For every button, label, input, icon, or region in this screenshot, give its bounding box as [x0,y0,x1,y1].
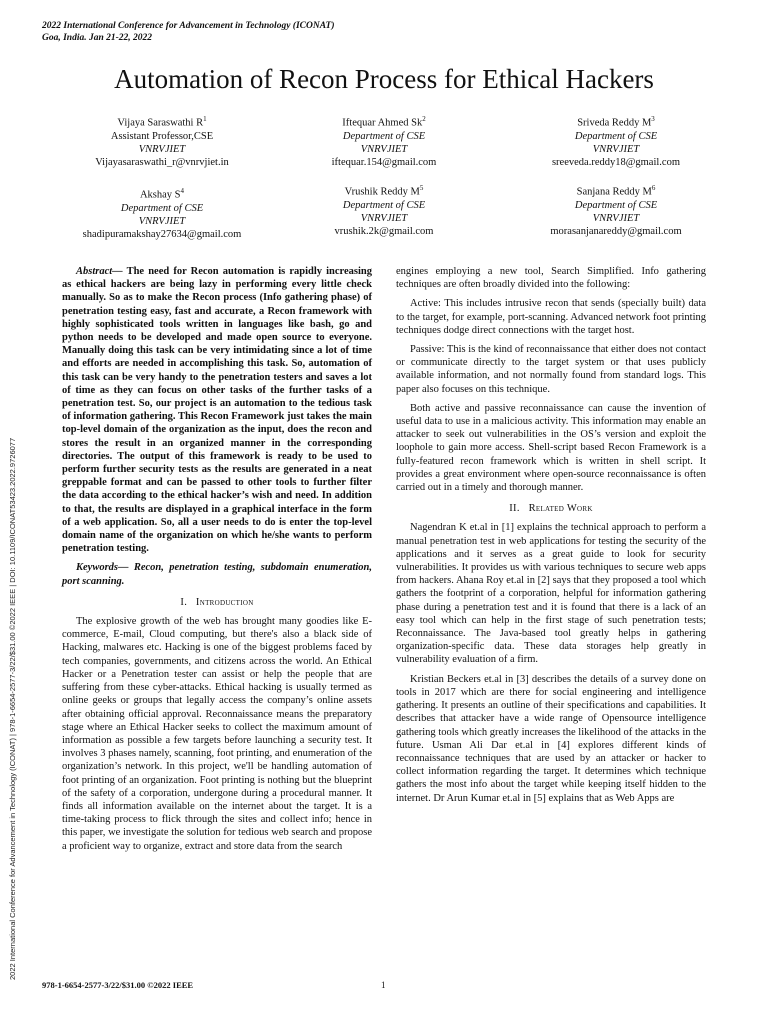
author-block-6 [516,182,716,238]
section-heading-related-work [396,502,706,515]
author-sup: 5 [419,184,424,192]
author-block-3 [516,113,716,169]
author-role: Assistant Professor,CSE [110,130,214,142]
author-email: sreeveda.reddy18@gmail.com [551,156,681,168]
paragraph-continued: engines employing a new tool, Search Simplified. Info gathering techniques are often broadly divided into the following: [396,266,706,291]
paragraph-both: Both active and passive reconnaissance can cause the invention of useful data to use in a malicious activity. This information may enable an attacker to seek out vulnerabilities in the OS’s version and exploit the loophole to gain more access. Shell-script based Recon Framework is a fully-featured recon framework which is written in shell script. It provides a great environment where open-source reconnaissance is often carried out in a timely and thorough manner. [396,402,706,494]
author-block-5 [284,182,484,238]
author-email: morasanjanareddy@gmail.com [550,225,682,237]
related-work-paragraph-2: Kristian Beckers et.al in [3] describes the details of a survey done on tools in 2017 which are there for social engineering and intelligence gathering. It presents an outline of their specifications and capabilities. It describes that attacker have a wide range of Opensource intelligence gathering tools which greatly increases the likelihood of the attacks in the future. Usman Ali Dar et.al in [4] explores different kinds of reconnaissance techniques that are used by an attacker or hacker to collect information regarding the target. It determines which technique gathers the most info about the target while keeping itself hidden to the internet. Dr Arun Kumar et.al in [5] explains that as Web Apps are [396,673,706,804]
author-sup: 6 [651,184,656,192]
doi-side-strip: 2022 International Conference for Advancement in Technology (ICONAT) | 978-1-6654-2577-3/22/$31.00 ©2022 IEEE | DOI: 10.1109/ICONAT53423.2022.9726077 [8,437,17,980]
author-org: VNRVJIET [592,212,640,224]
keywords-text: Recon, penetration testing, subdomain enumeration, port scanning. [62,562,373,587]
paper-title: Automation of Recon Process for Ethical Hackers [114,64,654,94]
author-name: Iftequar Ahmed Sk [342,117,423,129]
author-name: Sanjana Reddy M [576,186,652,198]
author-block-4 [52,185,272,241]
abstract-text: The need for Recon automation is rapidly increasing as ethical hackers are being lazy in performing every little check manually. So as to make the Recon process (Info gathering phase) of penetration testing easy, fast and accurate, a Recon framework with highly sophisticated tools written in languages like bash, go and python needs to be developed and made open source to everyone. Manually doing this task can be very intimidating since a lot of time and efforts are needed in accomplishing this task. So, automation of this task can be very handy to the penetration testers and saves a lot of time as they can focus on other tasks of the further tasks of a penetration test. So, our project is an automation to the tedious task of information gathering. This Recon Framework just takes the main top-level domain of the organization as the input, does the recon and stores the result in an organized manner in the corresponding directories. The output of this framework is ready to be used to perform further security tests as the results are generated in a neat greppable format and can be passed to other tools to further filter the data according to the ethical hacker’s wish and need. In addition to that, the results are displayed in a graphical interface in the form of a web application. So, all a user needs to do is enter the top-level domain name of the organization on which he/she wants to perform penetration testing. [62,266,372,555]
section-title: Introduction [195,596,254,608]
author-org: VNRVJIET [360,212,408,224]
author-org: VNRVJIET [360,143,408,155]
section-heading-introduction [62,596,372,609]
author-email: vrushik.2k@gmail.com [334,225,434,237]
page-number: 1 [381,980,386,990]
abstract [62,265,372,555]
author-org: VNRVJIET [592,143,640,155]
conference-name: 2022 International Conference for Advancement in Technology (ICONAT) [42,21,335,31]
author-role: Department of CSE [342,130,426,142]
author-sup: 1 [203,115,207,123]
author-role: Department of CSE [574,199,658,211]
author-name: Vrushik Reddy M [344,186,420,198]
author-role: Department of CSE [120,202,204,214]
author-email: Vijayasaraswathi_r@vnrvjiet.in [95,156,229,168]
author-name: Vijaya Saraswathi R [117,117,204,129]
section-number: II. [509,503,520,515]
author-org: VNRVJIET [138,143,186,155]
author-email: shadipuramakshay27634@gmail.com [82,228,242,240]
author-sup: 4 [180,187,185,195]
abstract-label: Abstract— [76,266,123,277]
keywords-label: Keywords— [76,562,129,574]
author-name: Sriveda Reddy M [577,117,652,129]
conference-header [42,20,335,44]
section-number: I. [180,596,188,608]
paragraph-passive: Passive: This is the kind of reconnaissance that either does not contact or communicate directly to the target system or that uses publicly available information, and not normally found from standard logs. This paper also focuses on this technique. [396,344,706,395]
keywords [62,561,372,587]
related-work-paragraph-1: Nagendran K et.al in [1] explains the technical approach to perform a manual penetration test in web applications for testing the security of the applications and it serves as a great guide to look for security vulnerabilities. It provides us with various techniques to secure web apps from hackers. Ahana Roy et.al in [2] says that they proposed a tool which gathers the footprint of a corporation, helpful for information gathering phase during a penetration test and it is found that there is a lack of an easy tool which can help in the first stage of such penetration tests; Reconnaissance. The Java-based tool greatly helps in gathering organization-specific data. These data storages help greatly in vulnerability evaluation of a firm. [396,522,706,666]
author-name: Akshay S [139,189,181,201]
right-column [396,265,706,811]
author-block-2 [284,113,484,169]
intro-paragraph: The explosive growth of the web has brought many goodies like E-commerce, E-mail, Cloud computing, but there's also a black side of Hacking, malwares etc. Hacking is one of the biggest problems faced by tech companies, governments, and citizens across the world. An Ethical Hacker or a Penetration tester can assist or help the people that are suffering from these cyber-attacks. Ethical hacking is usually termed as online geeks or groups that legally access the company’s online assets after obtaining official approval. Reconnaissance means the preparatory stage where an Ethical Hacker seeks to collect the maximum amount of information as possible a few targets before launching a security test. It involves 3 phases namely, scanning, foot printing, and enumeration of the organization’s network. In this project, we'll be handling automation of foot printing of an organization. Foot printing is nothing but the blueprint of the safety of a corporation, undergone during a procedural manner. It finds all information available on the internet about the target. It is a time-taking process to flick through the sites and collect info; hence in this paper, we investigate the solution for tedious web search and propose a proficient way to organize, extract and store data from the search [62,616,372,852]
conference-location: Goa, India. Jan 21-22, 2022 [42,33,153,43]
paragraph-active: Active: This includes intrusive recon that sends (specially built) data to the target, for example, port-scanning. Advanced network foot printing techniques dodge direct connections with the target host. [396,298,706,336]
author-role: Department of CSE [574,130,658,142]
footer-copyright: 978-1-6654-2577-3/22/$31.00 ©2022 IEEE [42,980,194,990]
author-org: VNRVJIET [138,215,186,227]
author-email: iftequar.154@gmail.com [331,156,437,168]
author-sup: 2 [422,115,426,123]
left-column [62,265,372,859]
section-title: Related Work [528,503,593,515]
author-block-1 [62,113,262,169]
author-role: Department of CSE [342,199,426,211]
author-sup: 3 [651,115,655,123]
